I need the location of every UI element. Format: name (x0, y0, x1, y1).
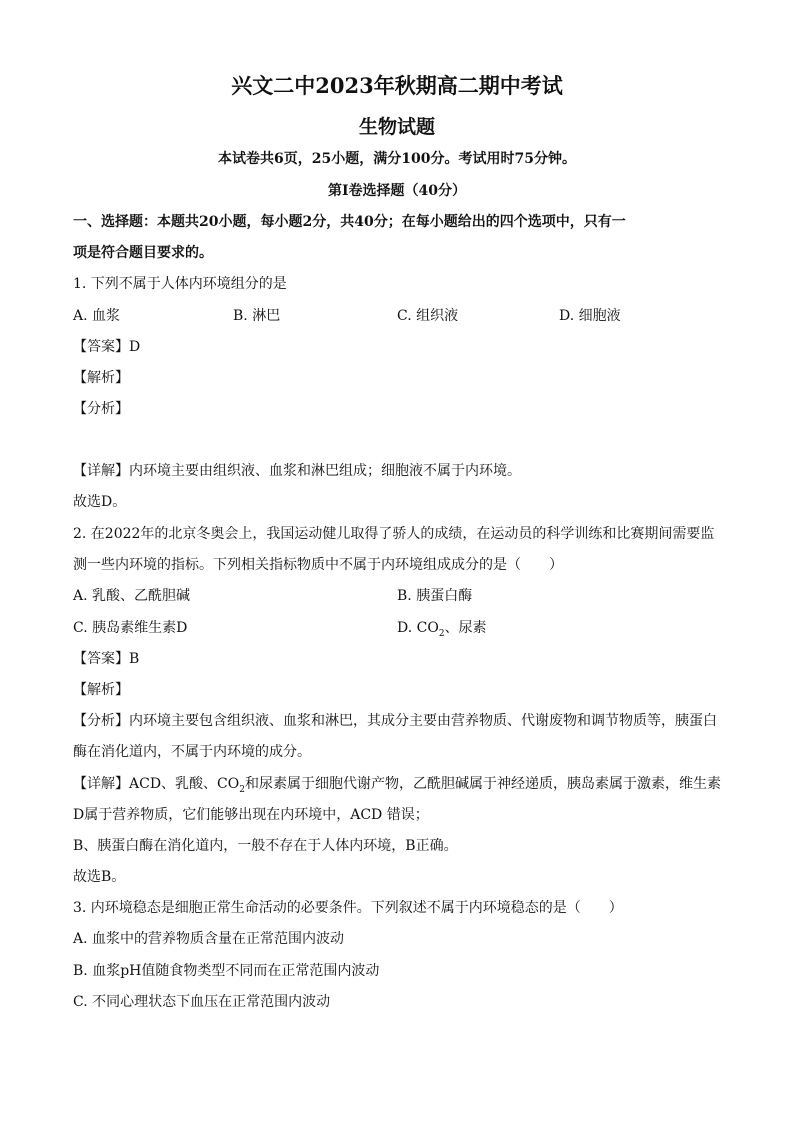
q3-option-c: C. 不同心理状态下血压在正常范围内波动 (73, 994, 331, 1010)
xiangjie-sub: 2 (239, 784, 245, 795)
q1-option-c: C. 组织液 (397, 308, 459, 324)
fenxi-text: 内环境主要包含组织液、血浆和淋巴，其成分主要由营养物质、代谢废物和调节物质等，胰蛋白 (129, 713, 717, 729)
exam-title: 兴文二中2023年秋期高二期中考试 (231, 73, 563, 98)
xiangjie-pre: ACD、乳酸、CO (129, 776, 240, 792)
q2-option-a: A. 乳酸、乙酰胆碱 (73, 588, 191, 604)
q2-stem-line1: 2. 在2022年的北京冬奥会上，我国运动健儿取得了骄人的成绩，在运动员的科学训练和比赛期间需要监 (73, 526, 715, 542)
q2-option-c: C. 胰岛素维生素D (73, 620, 188, 636)
part-heading: 第I卷选择题（40分） (327, 183, 467, 199)
q2-fenxi-line1 (73, 711, 717, 731)
q2-jiexi: 【解析】 (73, 682, 129, 698)
q2-xiangjie-line3: B、胰蛋白酶在消化道内，一般不存在于人体内环境，B正确。 (73, 838, 458, 854)
q3-option-a: A. 血浆中的营养物质含量在正常范围内波动 (73, 931, 345, 947)
xiangjie-text: 内环境主要由组织液、血浆和淋巴组成；细胞液不属于内环境。 (129, 463, 521, 479)
section-instructions-line1: 一、选择题：本题共20小题，每小题2分，共40分；在每小题给出的四个选项中，只有一 (73, 214, 626, 230)
q2-option-b: B. 胰蛋白酶 (397, 588, 473, 604)
q2-option-d-pre: D. CO (397, 620, 439, 636)
q1-jiexi: 【解析】 (73, 370, 129, 386)
answer-value: B (129, 651, 140, 667)
q1-option-b: B. 淋巴 (233, 308, 281, 324)
q2-xiangjie-line1 (73, 774, 721, 800)
q2-option-d-sub: 2 (438, 628, 445, 639)
q1-fenxi: 【分析】 (73, 401, 129, 417)
xiangjie-tag: 【详解】 (73, 776, 129, 792)
q1-conclusion: 故选D。 (73, 494, 127, 510)
answer-value: D (129, 339, 141, 355)
q2-xiangjie-line2: D属于营养物质，它们能够出现在内环境中，ACD 错误； (73, 807, 429, 823)
q3-stem: 3. 内环境稳态是细胞正常生命活动的必要条件。下列叙述不属于内环境稳态的是（ ） (73, 900, 623, 916)
q3-option-b: B. 血浆pH值随食物类型不同而在正常范围内波动 (73, 963, 380, 979)
q2-fenxi-line2: 酶在消化道内，不属于内环境的成分。 (73, 744, 311, 760)
exam-subject: 生物试题 (358, 116, 435, 138)
q2-answer (73, 649, 139, 669)
q2-option-d-post: 、尿素 (444, 620, 487, 636)
q2-option-d (397, 618, 487, 644)
answer-tag: 【答案】 (73, 339, 129, 355)
q1-xiangjie (73, 461, 521, 481)
q1-option-a: A. 血浆 (73, 308, 121, 324)
fenxi-tag: 【分析】 (73, 713, 129, 729)
q1-option-d: D. 细胞液 (559, 308, 621, 324)
q1-stem: 1. 下列不属于人体内环境组分的是 (73, 276, 287, 292)
xiangjie-tag: 【详解】 (73, 463, 129, 479)
q1-answer (73, 337, 140, 357)
section-instructions-line2: 项是符合题目要求的。 (73, 245, 213, 261)
exam-info: 本试卷共6页，25小题，满分100分。考试用时75分钟。 (218, 151, 576, 167)
q2-stem-line2: 测一些内环境的指标。下列相关指标物质中不属于内环境组成成分的是（ ） (73, 557, 563, 573)
q2-conclusion: 故选B。 (73, 869, 126, 885)
answer-tag: 【答案】 (73, 651, 129, 667)
xiangjie-post: 和尿素属于细胞代谢产物，乙酰胆碱属于神经递质，胰岛素属于激素，维生素 (244, 776, 721, 792)
